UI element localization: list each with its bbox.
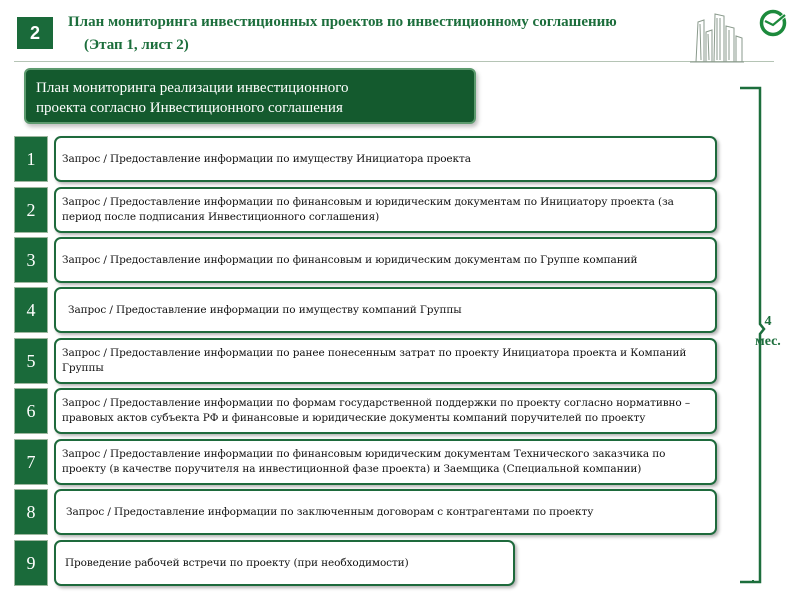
step-box (54, 439, 717, 485)
duration-label (746, 312, 790, 352)
step-box (54, 388, 717, 434)
step-row-4 (14, 287, 734, 333)
step-text: Запрос / Предоставление информации по заключенным договорам с контрагентами по проекту (66, 505, 594, 518)
step-box (54, 489, 717, 535)
step-number: 6 (14, 388, 48, 434)
header-divider (14, 61, 774, 62)
step-text: Запрос / Предоставление информации по имуществу компаний Группы (68, 303, 462, 316)
duration-unit: мес. (755, 334, 781, 349)
step-row-6 (14, 388, 734, 434)
step-number: 5 (14, 338, 48, 384)
building-icon (686, 8, 748, 64)
step-number: 2 (14, 187, 48, 233)
step-text: Запрос / Предоставление информации по имуществу Инициатора проекта (62, 152, 471, 165)
step-row-1 (14, 136, 734, 182)
page-subtitle: (Этап 1, лист 2) (84, 37, 189, 53)
step-box (54, 338, 717, 384)
step-row-9 (14, 540, 734, 586)
step-box (54, 540, 515, 586)
step-text: Запрос / Предоставление информации по формам государственной поддержки по проекту согласно нормативно – правовых актов субъекта РФ и финансовые и юридические документы компаний поручителей по проекту (62, 397, 691, 424)
step-text: Запрос / Предоставление информации по финансовым и юридическим документам по Инициатору проекта (за период после подписания Инвестиционного соглашения) (62, 196, 674, 223)
section-title-line1: План мониторинга реализации инвестиционного (36, 80, 349, 96)
step-number: 3 (14, 237, 48, 283)
step-row-3 (14, 237, 734, 283)
step-number: 8 (14, 489, 48, 535)
step-number: 4 (14, 287, 48, 333)
slide-number-badge: 2 (17, 17, 53, 49)
step-row-7 (14, 439, 734, 485)
step-text: Запрос / Предоставление информации по финансовым и юридическим документам по Группе компаний (62, 253, 638, 266)
step-text: Проведение рабочей встречи по проекту (при необходимости) (65, 556, 409, 569)
section-title-line2: проекта согласно Инвестиционного соглашения (36, 100, 343, 116)
step-box (54, 287, 717, 333)
duration-value: 4 (764, 314, 772, 329)
step-text: Запрос / Предоставление информации по ранее понесенным затрат по проекту Инициатора проекта и Компаний Группы (62, 347, 687, 374)
footer-dot (752, 580, 754, 582)
step-box (54, 187, 717, 233)
step-number: 1 (14, 136, 48, 182)
step-box (54, 136, 717, 182)
page-title: План мониторинга инвестиционных проектов по инвестиционному соглашению (68, 14, 617, 30)
step-number: 9 (14, 540, 48, 586)
step-box (54, 237, 717, 283)
step-number: 7 (14, 439, 48, 485)
step-text: Запрос / Предоставление информации по финансовым юридическим документам Технического заказчика по проекту (в качестве поручителя на инвестиционной фазе проекта) и Заемщика (Специальной компании) (62, 448, 666, 475)
step-row-8 (14, 489, 734, 535)
step-row-5 (14, 338, 734, 384)
sberbank-logo-icon (758, 8, 788, 38)
step-row-2 (14, 187, 734, 233)
section-header (24, 68, 476, 124)
